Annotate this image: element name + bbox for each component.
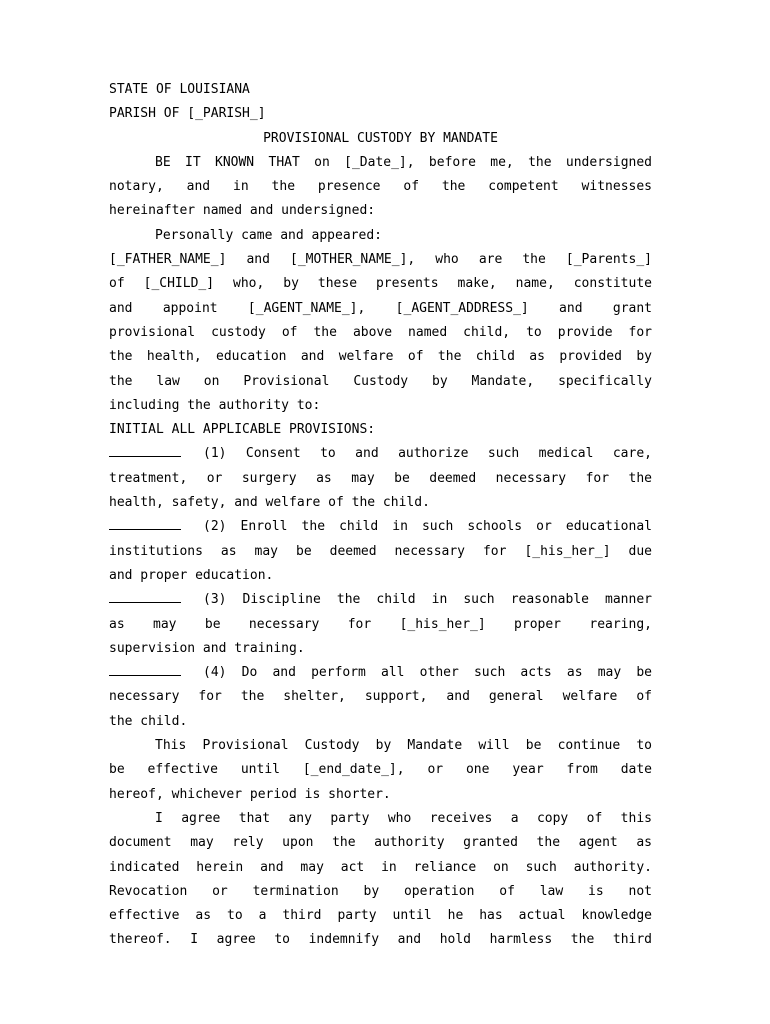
effective-line-1: This Provisional Custody by Mandate will be continue to bbox=[155, 738, 652, 754]
agree-line-5: effective as to a third party until he has actual knowledge bbox=[109, 908, 652, 924]
provision-1-line-3: health, safety, and welfare of the child. bbox=[109, 495, 430, 511]
parents-line-6: the law on Provisional Custody by Mandate, specifically bbox=[109, 373, 652, 389]
agree-line-6: thereof. I agree to indemnify and hold harmless the third bbox=[109, 932, 652, 948]
parents-line-1: [_FATHER_NAME_] and [_MOTHER_NAME_], who are the [_Parents_] bbox=[109, 252, 652, 268]
provision-2-initial-blank[interactable] bbox=[109, 517, 181, 530]
parents-line-5: the health, education and welfare of the child as provided by bbox=[109, 349, 652, 365]
initial-heading: INITIAL ALL APPLICABLE PROVISIONS: bbox=[109, 422, 376, 438]
effective-line-2: be effective until [_end_date_], or one year from date bbox=[109, 762, 652, 778]
intro-line-2: notary, and in the presence of the competent witnesses bbox=[109, 179, 652, 195]
provision-1-line-2: treatment, or surgery as may be deemed necessary for the bbox=[109, 470, 652, 486]
provision-2-text: (2) Enroll the child in such schools or educational bbox=[203, 519, 652, 535]
parents-line-4: provisional custody of the above named child, to provide for bbox=[109, 324, 652, 340]
intro-line-1: BE IT KNOWN THAT on [_Date_], before me, the undersigned bbox=[155, 154, 652, 170]
provision-4-line-2: necessary for the shelter, support, and general welfare of bbox=[109, 689, 652, 705]
provision-4-row bbox=[109, 661, 652, 685]
parents-line-2: of [_CHILD_] who, by these presents make, name, constitute bbox=[109, 276, 652, 292]
provision-4-line-3: the child. bbox=[109, 713, 188, 729]
agree-line-4: Revocation or termination by operation of law is not bbox=[109, 883, 652, 899]
appeared-line: Personally came and appeared: bbox=[155, 227, 382, 243]
provision-4-text: (4) Do and perform all other such acts as may be bbox=[203, 665, 652, 681]
effective-line-3: hereof, whichever period is shorter. bbox=[109, 786, 391, 802]
provision-1-initial-blank[interactable] bbox=[109, 444, 181, 457]
parents-line-3: and appoint [_AGENT_NAME_], [_AGENT_ADDRESS_] and grant bbox=[109, 300, 652, 316]
parents-line-7: including the authority to: bbox=[109, 397, 321, 413]
agree-line-1: I agree that any party who receives a copy of this bbox=[155, 810, 652, 826]
agree-line-3: indicated herein and may act in reliance on such authority. bbox=[109, 859, 652, 875]
intro-line-3: hereinafter named and undersigned: bbox=[109, 203, 376, 219]
provision-3-line-2: as may be necessary for [_his_her_] proper rearing, bbox=[109, 616, 652, 632]
state-line: STATE OF LOUISIANA bbox=[109, 82, 250, 97]
provision-3-initial-blank[interactable] bbox=[109, 590, 181, 603]
provision-1-text: (1) Consent to and authorize such medical care, bbox=[203, 446, 652, 462]
provision-2-row bbox=[109, 515, 652, 539]
document-page bbox=[109, 78, 652, 953]
provision-4-initial-blank[interactable] bbox=[109, 663, 181, 676]
document-title: PROVISIONAL CUSTODY BY MANDATE bbox=[263, 130, 498, 146]
agree-line-2: document may rely upon the authority granted the agent as bbox=[109, 835, 652, 851]
provision-1-row bbox=[109, 442, 652, 466]
parish-line: PARISH OF [_PARISH_] bbox=[109, 106, 266, 122]
provision-3-text: (3) Discipline the child in such reasonable manner bbox=[203, 592, 652, 608]
provision-2-line-2: institutions as may be deemed necessary for [_his_her_] due bbox=[109, 543, 652, 559]
provision-3-row bbox=[109, 588, 652, 612]
provision-3-line-3: supervision and training. bbox=[109, 640, 305, 656]
provision-2-line-3: and proper education. bbox=[109, 567, 274, 583]
